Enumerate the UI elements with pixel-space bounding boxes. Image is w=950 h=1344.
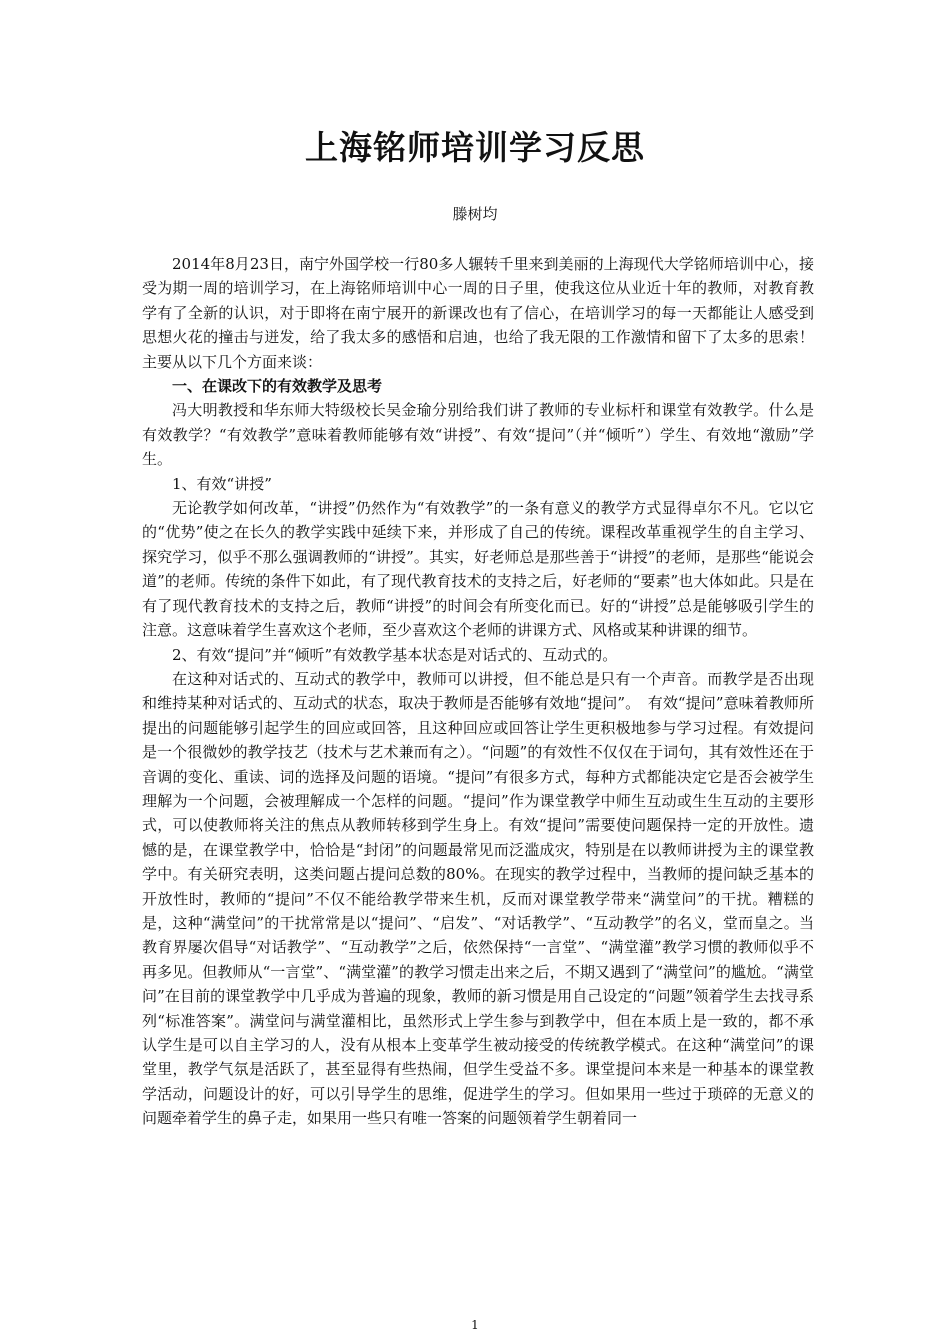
- body-paragraph: 1、有效“讲授”: [172, 474, 272, 493]
- document-title: 上海铭师培训学习反思: [305, 128, 645, 167]
- author-name: 滕树均: [452, 205, 498, 223]
- body-paragraph: 2014年8月23日，南宁外国学校一行80多人辗转千里来到美丽的上海现代大学铭师培训中心，接受为期一周的培训学习，在上海铭师培训中心一周的日子里，使我这位从业近十年的教师，对教育教学有了全新的认识，对于即将在南宁展开的新课改也有了信心，在培训学习的每一天都能让人感受到思想火花的撞击与迸发，给了我太多的感悟和启迪，也给了我无限的工作激情和留下了太多的思索！主要从以下几个方面来谈：: [142, 255, 814, 371]
- document-body: [142, 252, 814, 1131]
- body-paragraph: 2、有效“提问”并“倾听”有效教学基本状态是对话式的、互动式的。: [172, 645, 618, 664]
- body-paragraph: 冯大明教授和华东师大特级校长吴金瑜分别给我们讲了教师的专业标杆和课堂有效教学。什么是有效教学？“有效教学”意味着教师能够有效“讲授”、有效“提问”（并“倾听”）学生、有效地“激励”学生。: [142, 401, 814, 469]
- page-number: 1: [471, 1318, 479, 1332]
- body-paragraph: 无论教学如何改革，“讲授”仍然作为“有效教学”的一条有意义的教学方式显得卓尔不凡。它以它的“优势”使之在长久的教学实践中延续下来，并形成了自己的传统。课程改革重视学生的自主学习、探究学习，似乎不那么强调教师的“讲授”。其实，好老师总是那些善于“讲授”的老师，是那些“能说会道”的老师。传统的条件下如此，有了现代教育技术的支持之后，好老师的“要素”也大体如此。只是在有了现代教育技术的支持之后，教师“讲授”的时间会有所变化而已。好的“讲授”总是能够吸引学生的注意。这意味着学生喜欢这个老师，至少喜欢这个老师的讲课方式、风格或某种讲课的细节。: [142, 499, 814, 640]
- body-paragraph: 在这种对话式的、互动式的教学中，教师可以讲授，但不能总是只有一个声音。而教学是否出现和维持某种对话式的、互动式的状态，取决于教师是否能够有效地“提问”。 有效“提问”意味着教师所提出的问题能够引起学生的回应或回答，且这种回应或回答让学生更积极地参与学习过程。有效提问是一个很微妙的教学技艺（技术与艺术兼而有之）。“问题”的有效性不仅仅在于词句，其有效性还在于音调的变化、重读、词的选择及问题的语境。“提问”有很多方式，每种方式都能决定它是否会被学生理解为一个问题，会被理解成一个怎样的问题。“提问”作为课堂教学中师生互动或生生互动的主要形式，可以使教师将关注的焦点从教师转移到学生身上。有效“提问”需要使问题保持一定的开放性。遗憾的是，在课堂教学中，恰恰是“封闭”的问题最常见而泛滥成灾，特别是在以教师讲授为主的课堂教学中。有关研究表明，这类问题占提问总数的80%。在现实的教学过程中，当教师的提问缺乏基本的开放性时，教师的“提问”不仅不能给教学带来生机，反而对课堂教学带来“满堂问”的干扰。糟糕的是，这种“满堂问”的干扰常常是以“提问”、“启发”、“对话教学”、“互动教学”的名义，堂而皇之。当教育界屡次倡导“对话教学”、“互动教学”之后，依然保持“一言堂”、“满堂灌”教学习惯的教师似乎不再多见。但教师从“一言堂”、“满堂灌”的教学习惯走出来之后，不期又遇到了“满堂问”的尴尬。“满堂问”在目前的课堂教学中几乎成为普遍的现象，教师的新习惯是用自己设定的“问题”领着学生去找寻系列“标准答案”。满堂问与满堂灌相比，虽然形式上学生参与到教学中，但在本质上是一致的，都不承认学生是可以自主学习的人，没有从根本上变革学生被动接受的传统教学模式。在这种“满堂问”的课堂里，教学气氛是活跃了，甚至显得有些热闹，但学生受益不多。课堂提问本来是一种基本的课堂教学活动，问题设计的好，可以引导学生的思维，促进学生的学习。但如果用一些过于琐碎的无意义的问题牵着学生的鼻子走，如果用一些只有唯一答案的问题领着学生朝着同一: [142, 669, 814, 1128]
- section-heading: 一、在课改下的有效教学及思考: [172, 377, 383, 396]
